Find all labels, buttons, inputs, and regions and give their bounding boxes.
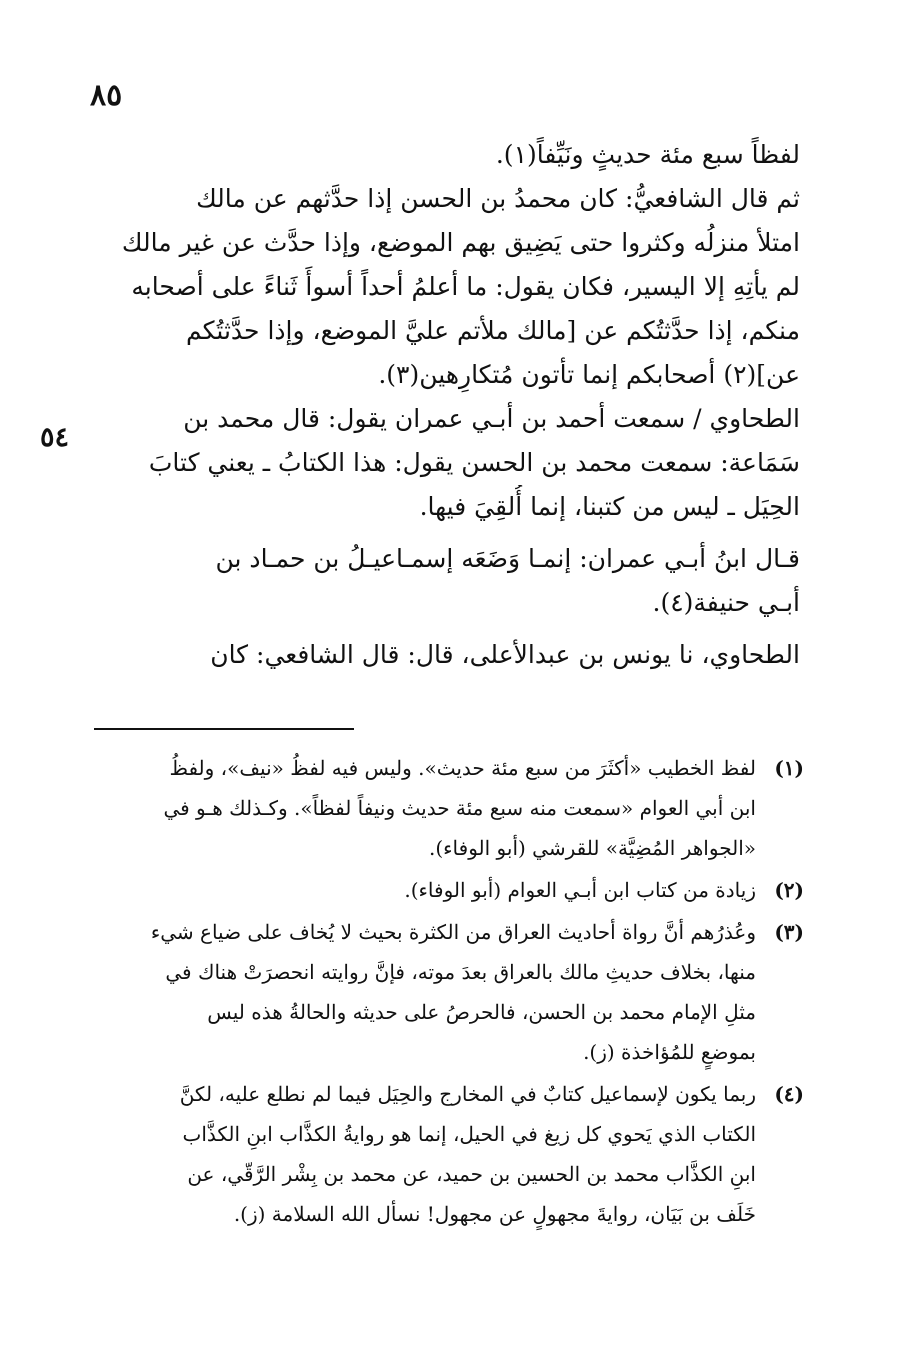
body-line: سَمَاعة: سمعت محمد بن الحسن يقول: هذا الكتابُ ـ يعني كتابَ [148, 448, 800, 477]
body-line: لم يأتِهِ إلا اليسير، فكان يقول: ما أعلمُ أحداً أسوأَ ثَناءً على أصحابه [131, 272, 800, 301]
footnote-number: (٣) [774, 920, 804, 944]
main-text [94, 133, 800, 677]
footnote-line: وعُذرُهم أنَّ رواة أحاديث العراق من الكثرة بحيث لا يُخاف على ضياع شيء [150, 920, 756, 944]
footnote-line: «الجواهر المُضِيَّة» للقرشي (أبو الوفاء). [428, 836, 756, 860]
body-line: امتلأ منزلُه وكثروا حتى يَضِيق بهم الموضع، وإذا حدَّث عن غير مالك [121, 228, 800, 257]
body-line: عن](٢) أصحابكم إنما تأتون مُتكارِهين(٣). [378, 360, 800, 389]
body-line: ثم قال الشافعيُّ: كان محمدُ بن الحسن إذا حدَّثهم عن مالك [196, 184, 800, 213]
footnote-line: ابن أبي العوام «سمعت منه سبع مئة حديث ونيفاً لفظاً». وكـذلك هـو في [163, 796, 756, 820]
footnote-1 [94, 748, 804, 868]
body-line: قـال ابنُ أبـي عمران: إنمـا وَضَعَه إسمـاعيـلُ بن حمـاد بن [215, 544, 800, 573]
margin-page-marker: ٥٤ [40, 422, 70, 453]
body-line: الحِيَل ـ ليس من كتبنا، إنما أُلقِيَ فيها. [419, 492, 800, 521]
footnote-number: (٢) [774, 878, 804, 902]
footnote-line: منها، بخلاف حديثِ مالك بالعراق بعدَ موته، فإنَّ روايته انحصرَتْ هناك في [165, 960, 756, 984]
body-line: لفظاً سبع مئة حديثٍ ونَيِّفاً(١). [495, 140, 800, 169]
footnote-line: مثلِ الإمام محمد بن الحسن، فالحرصُ على حديثه والحالةُ هذه ليس [207, 1000, 756, 1024]
footnote-3 [94, 912, 804, 1072]
footnote-line: لفظ الخطيب «أكثَرَ من سبع مئة حديث». وليس فيه لفظُ «نيف»، ولفظُ [169, 756, 756, 780]
page-number: ٨٥ [90, 78, 123, 113]
footnote-2 [94, 870, 804, 910]
footnote-number: (١) [774, 756, 804, 780]
footnote-divider [94, 728, 354, 730]
body-line: منكم، إذا حدَّثتُكم عن [مالك ملأتم عليَّ الموضع، وإذا حدَّثتُكم [185, 316, 800, 345]
footnote-line: زيادة من كتاب ابن أبـي العوام (أبو الوفاء). [404, 878, 756, 902]
footnote-line: الكتاب الذي يَحوي كل زيغ في الحيل، إنما هو روايةُ الكذَّاب ابنِ الكذَّاب [182, 1122, 756, 1146]
body-line: أبـي حنيفة(٤). [652, 588, 800, 617]
footnote-line: ربما يكون لإسماعيل كتابٌ في المخارج والحِيَل فيما لم نطلع عليه، لكنَّ [179, 1082, 756, 1106]
body-line: الطحاوي، نا يونس بن عبدالأعلى، قال: قال الشافعي: كان [210, 640, 800, 669]
footnote-line: خَلَف بن بَيَان، روايةَ مجهولٍ عن مجهول! نسأل الله السلامة (ز). [233, 1202, 756, 1226]
body-line: الطحاوي / سمعت أحمد بن أبـي عمران يقول: قال محمد بن [183, 404, 800, 433]
footnote-4 [94, 1074, 804, 1234]
footnote-number: (٤) [774, 1082, 804, 1106]
footnotes [94, 748, 804, 1234]
footnote-line: بموضعٍ للمُؤاخذة (ز). [583, 1040, 756, 1064]
footnote-line: ابنِ الكذَّاب محمد بن الحسين بن حميد، عن محمد بن بِشْر الرَّقّي، عن [187, 1162, 756, 1186]
